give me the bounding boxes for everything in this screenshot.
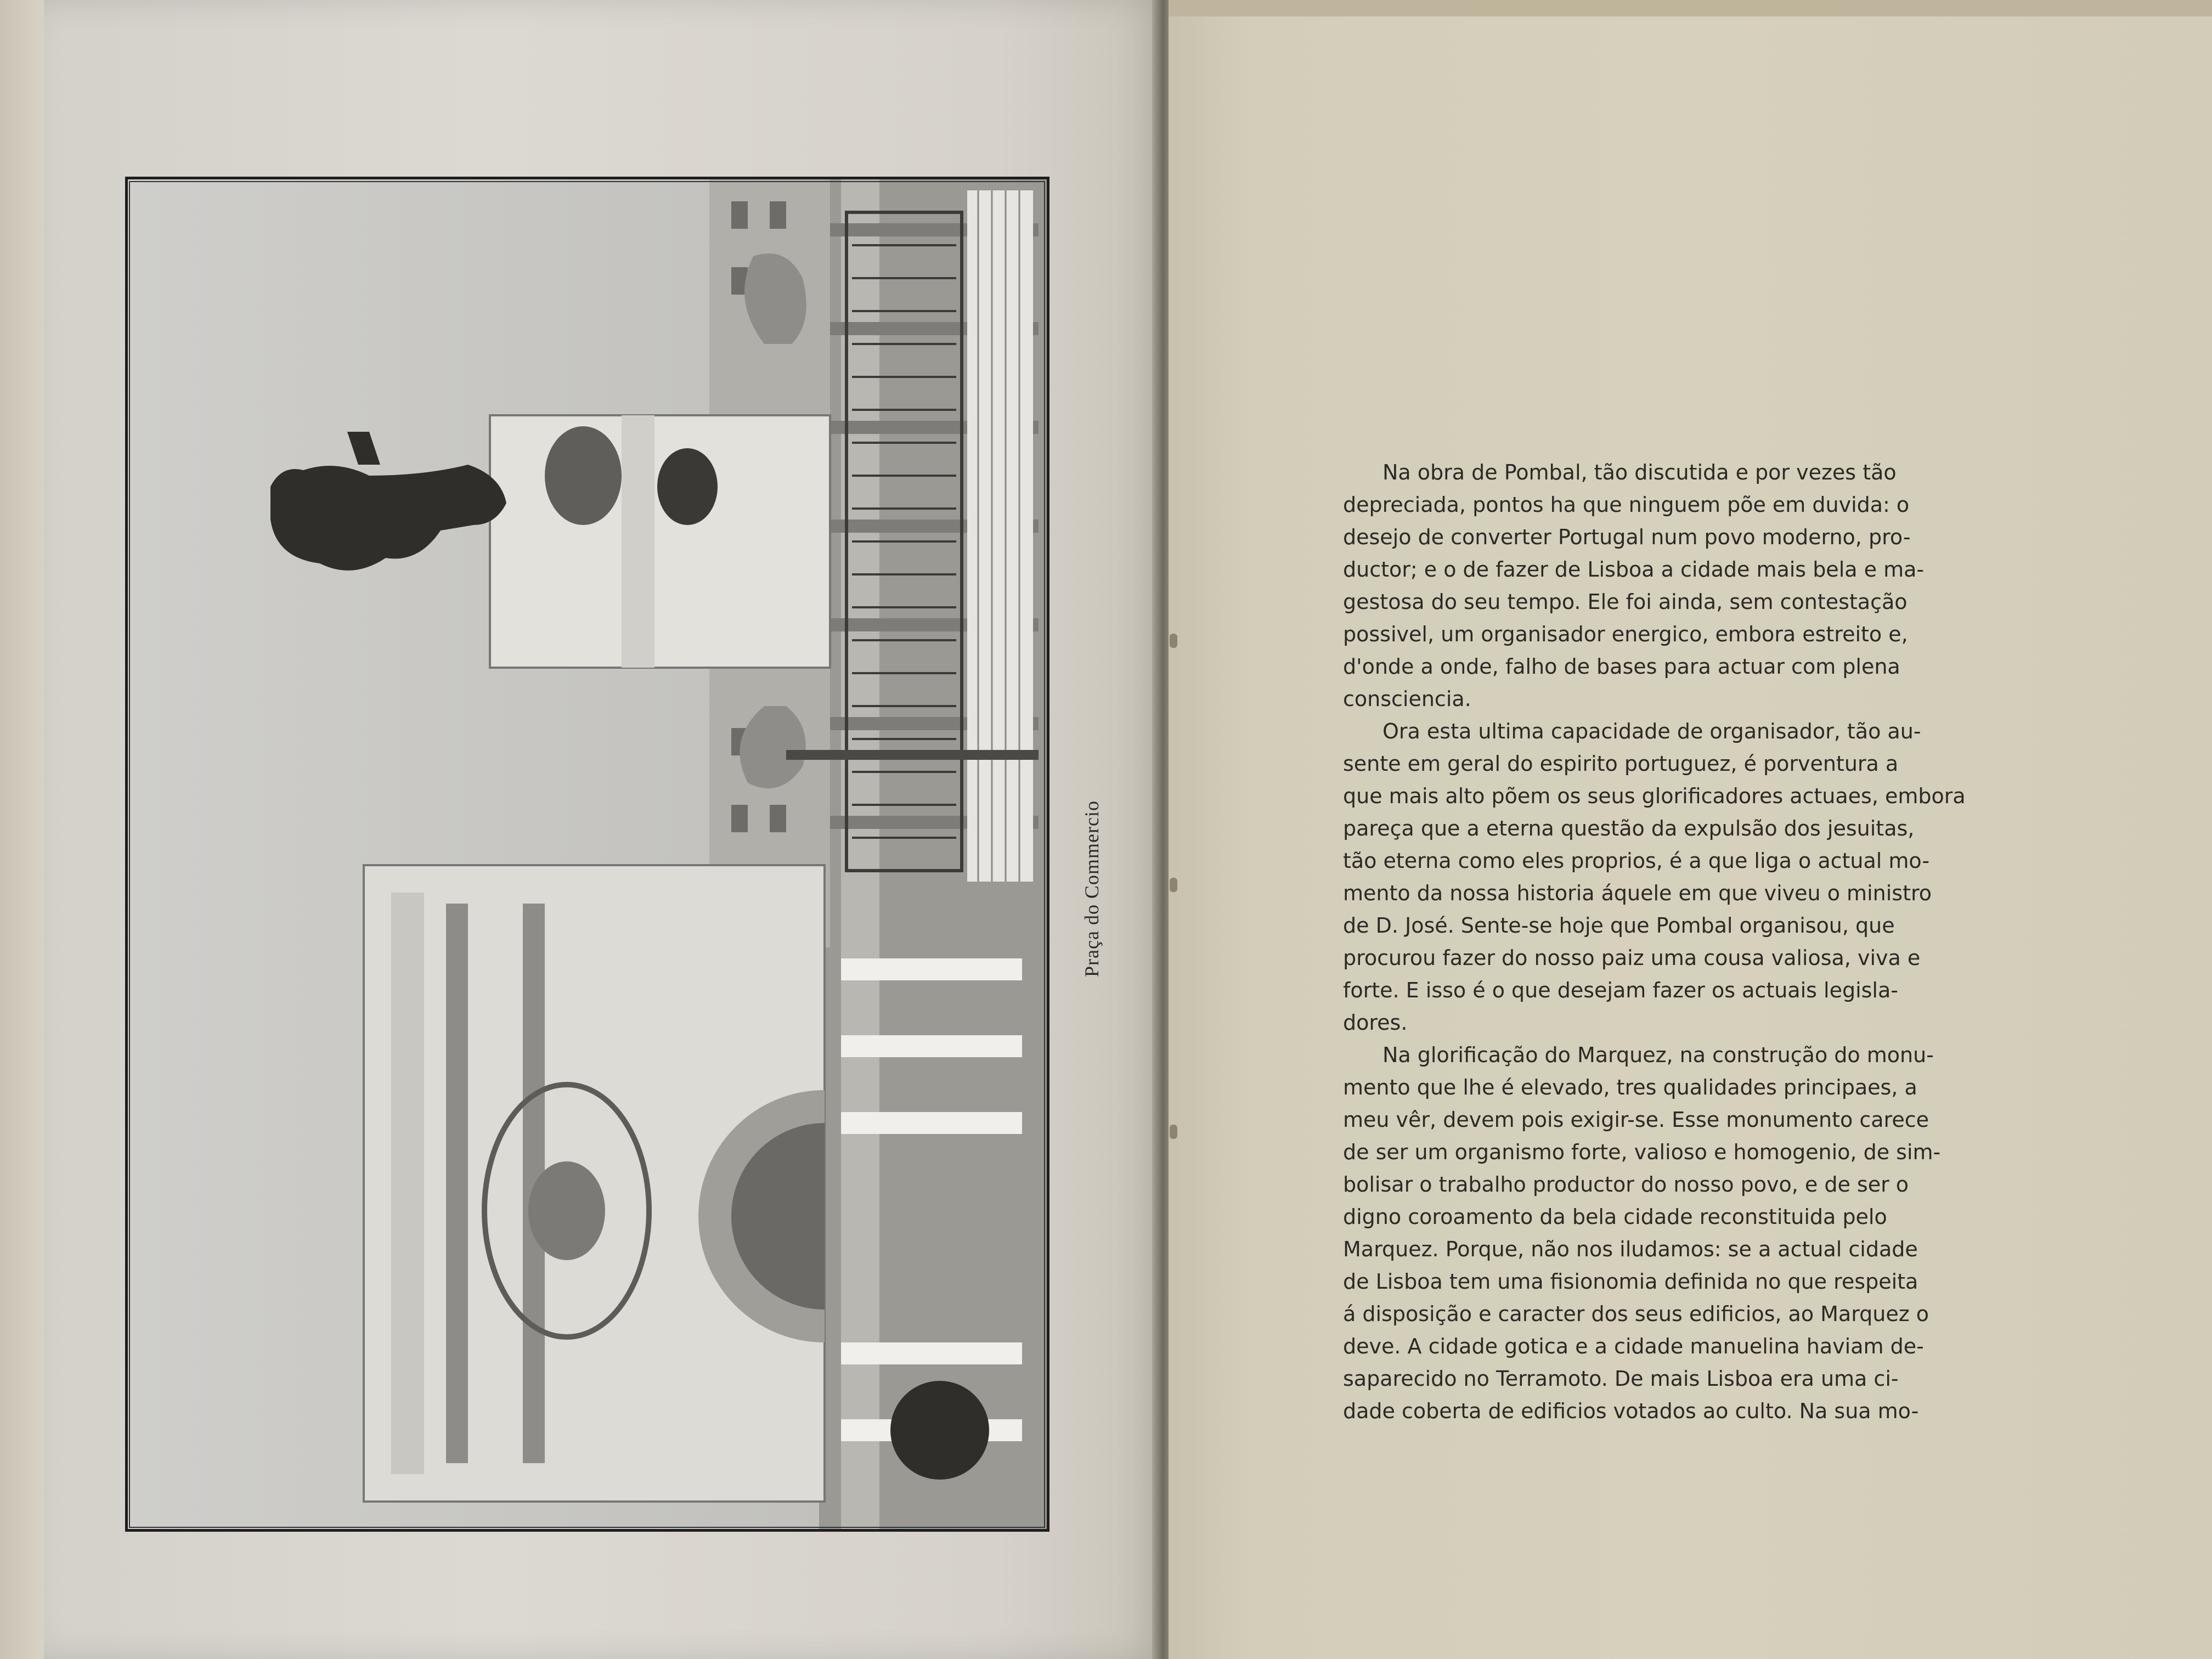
text-line: tão eterna como eles proprios, é a que liga o actual mo- [1343,849,1930,873]
text-line: desejo de converter Portugal num povo moderno, pro- [1343,525,1911,549]
photo-plate [125,177,1049,1532]
text-line: depreciada, pontos ha que ninguem põe em duvida: o [1343,493,1910,517]
text-line: digno coroamento da bela cidade reconstituida pelo [1343,1205,1887,1229]
photograph-praca-do-commercio-icon [128,179,1047,1529]
text-line: Na obra de Pombal, tão discutida e por vezes tão [1383,460,1897,484]
photo-caption: Praça do Commercio [1081,800,1103,977]
text-line: meu vêr, devem pois exigir-se. Esse monumento carece [1343,1108,1929,1132]
text-line: sente em geral do espirito portuguez, é porventura a [1343,752,1899,776]
text-line: de ser um organismo forte, valioso e homogenio, de sim- [1343,1140,1941,1164]
text-line: d'onde a onde, falho de bases para actuar com plena [1343,654,1900,679]
text-line: saparecido no Terramoto. De mais Lisboa era uma ci- [1343,1367,1899,1391]
text-line: gestosa do seu tempo. Ele foi ainda, sem contestação [1343,590,1908,614]
text-line: de Lisboa tem uma fisionomia definida no que respeita [1343,1269,1918,1294]
text-line: possivel, um organisador energico, embora estreito e, [1343,622,1908,646]
text-line: ductor; e o de fazer de Lisboa a cidade mais bela e ma- [1343,557,1925,582]
text-line: á disposição e caracter dos seus edificios, ao Marquez o [1343,1302,1929,1326]
text-line: procurou fazer do nosso paiz uma cousa valiosa, viva e [1343,946,1921,970]
binding-stitch-icon [1170,878,1177,892]
text-line: dores. [1343,1011,1408,1035]
text-line: Ora esta ultima capacidade de organisador, tão au- [1383,719,1921,743]
text-line: mento da nossa historia áquele em que viveu o ministro [1343,881,1932,905]
text-line: dade coberta de edificios votados ao culto. Na sua mo- [1343,1399,1919,1423]
text-line: de D. José. Sente-se hoje que Pombal organisou, que [1343,913,1895,938]
binding-stitch-icon [1170,1125,1177,1139]
text-line: mento que lhe é elevado, tres qualidades principaes, a [1343,1075,1917,1099]
text-line: forte. E isso é o que desejam fazer os actuais legisla- [1343,978,1898,1002]
binding-stitch-icon [1170,634,1177,648]
text-line: consciencia. [1343,687,1471,711]
text-line: pareça que a eterna questão da expulsão dos jesuitas, [1343,816,1915,840]
text-line: bolisar o trabalho productor do nosso povo, e de ser o [1343,1172,1909,1197]
text-line: Marquez. Porque, não nos iludamos: se a actual cidade [1343,1237,1918,1261]
text-line: deve. A cidade gotica e a cidade manuelina haviam de- [1343,1334,1924,1358]
paragraph [1343,715,2029,1039]
page-top-edge [1169,0,2212,16]
text-line: Na glorificação do Marquez, na construção do monu- [1383,1043,1934,1067]
body-text [1343,456,2029,1427]
text-line: que mais alto põem os seus glorificadores actuaes, embora [1343,784,1966,808]
paragraph [1343,1039,2029,1427]
paragraph [1343,456,2029,715]
